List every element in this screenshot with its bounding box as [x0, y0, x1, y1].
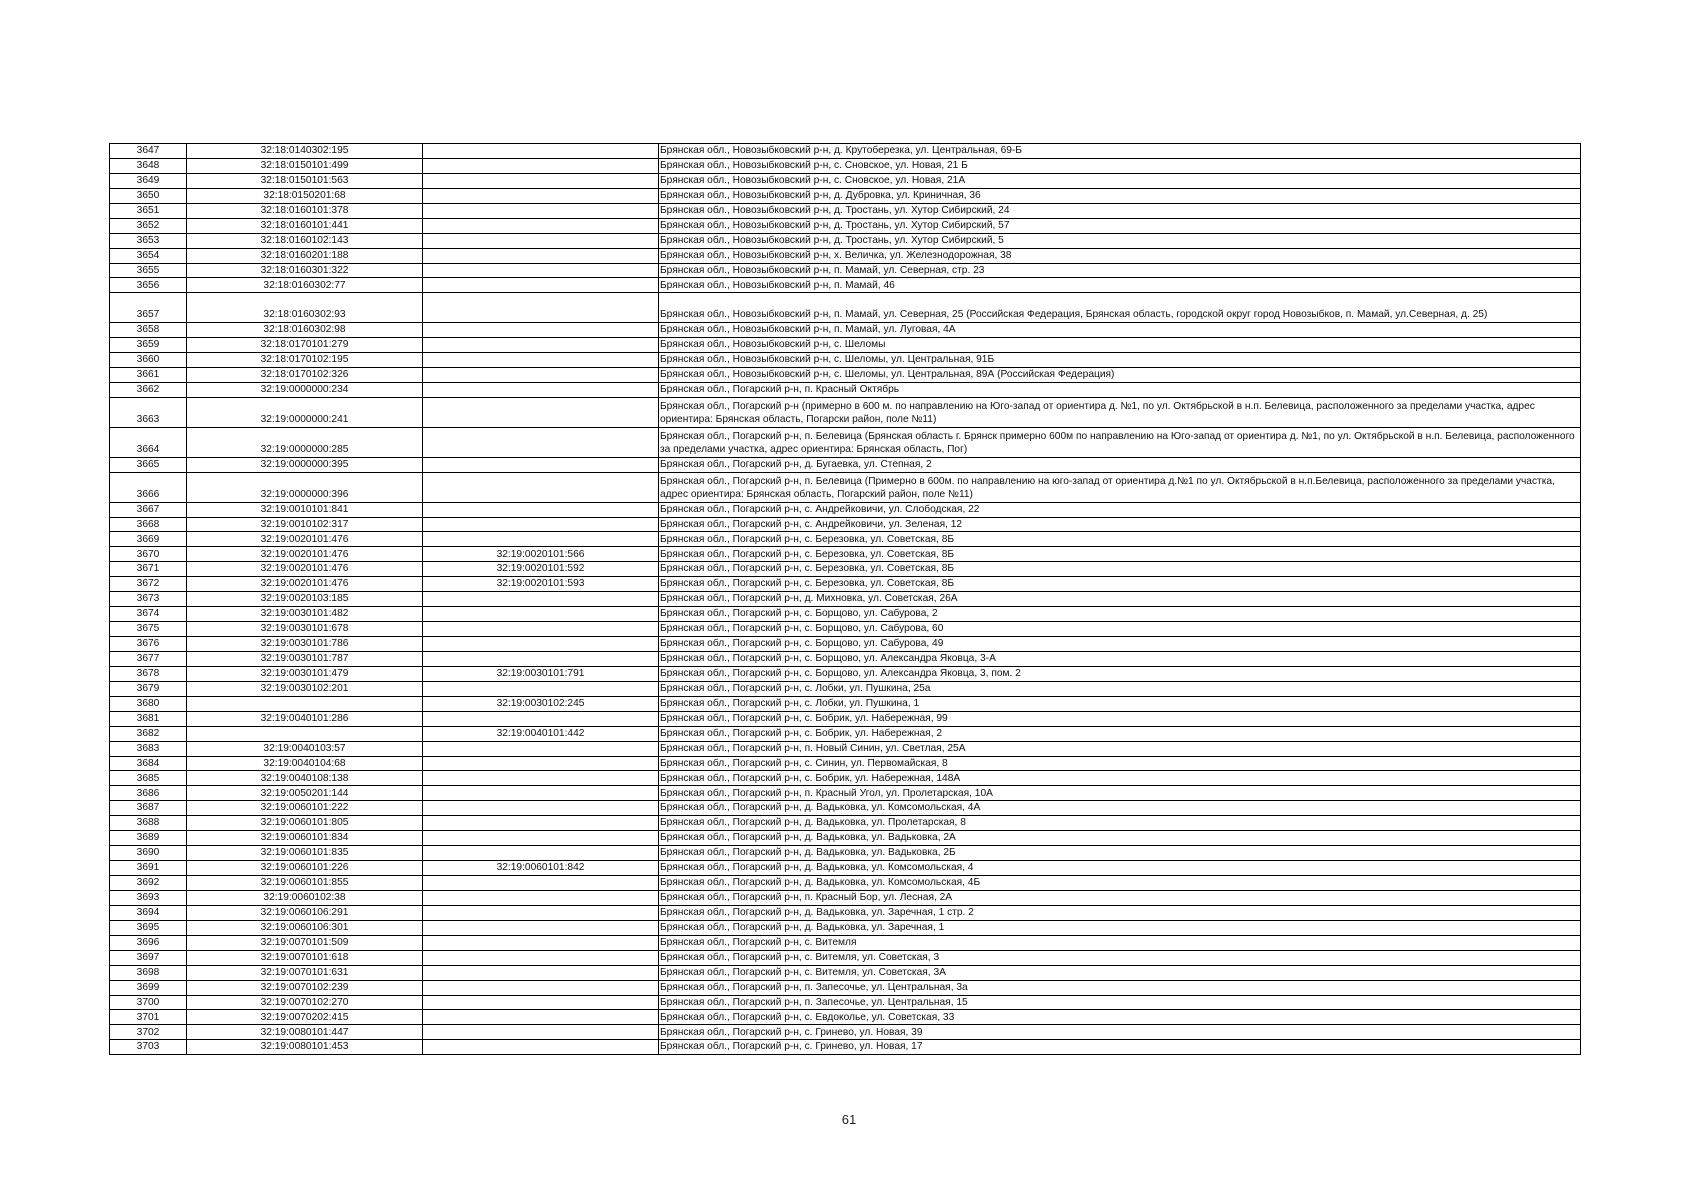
row-number-cell: 3650 [110, 188, 187, 203]
related-cadastral-number-cell [423, 517, 659, 532]
cadastral-number-cell: 32:18:0140302:195 [187, 144, 423, 159]
related-cadastral-number-cell [423, 1040, 659, 1055]
cadastral-number-cell [187, 726, 423, 741]
table-row [110, 711, 1581, 726]
table-row [110, 158, 1581, 173]
related-cadastral-number-cell [423, 592, 659, 607]
row-number-cell: 3664 [110, 427, 187, 457]
row-number-cell: 3661 [110, 368, 187, 383]
row-number-cell: 3676 [110, 637, 187, 652]
address-cell: Брянская обл., Погарский р-н, д. Вадьковка, ул. Заречная, 1 стр. 2 [659, 905, 1581, 920]
cadastral-number-cell: 32:19:0080101:453 [187, 1040, 423, 1055]
related-cadastral-number-cell [423, 756, 659, 771]
related-cadastral-number-cell [423, 502, 659, 517]
table-row [110, 756, 1581, 771]
row-number-cell: 3662 [110, 383, 187, 398]
address-cell: Брянская обл., Погарский р-н, д. Вадьковка, ул. Комсомольская, 4 [659, 861, 1581, 876]
row-number-cell: 3651 [110, 203, 187, 218]
related-cadastral-number-cell [423, 637, 659, 652]
table-row [110, 696, 1581, 711]
related-cadastral-number-cell [423, 293, 659, 323]
address-cell: Брянская обл., Новозыбковский р-н, с. Шеломы, ул. Центральная, 91Б [659, 353, 1581, 368]
address-cell: Брянская обл., Новозыбковский р-н, п. Мамай, ул. Луговая, 4А [659, 323, 1581, 338]
address-cell: Брянская обл., Погарский р-н, с. Борщово, ул. Александра Яковца, 3, пом. 2 [659, 666, 1581, 681]
table-row [110, 427, 1581, 457]
cadastral-number-cell: 32:19:0060101:222 [187, 801, 423, 816]
row-number-cell: 3659 [110, 338, 187, 353]
related-cadastral-number-cell [423, 263, 659, 278]
related-cadastral-number-cell [423, 173, 659, 188]
row-number-cell: 3652 [110, 218, 187, 233]
table-row [110, 173, 1581, 188]
address-cell: Брянская обл., Погарский р-н, с. Андрейковичи, ул. Зеленая, 12 [659, 517, 1581, 532]
table-body [110, 144, 1581, 1055]
row-number-cell: 3701 [110, 1010, 187, 1025]
related-cadastral-number-cell [423, 1010, 659, 1025]
related-cadastral-number-cell: 32:19:0060101:842 [423, 861, 659, 876]
table-row [110, 965, 1581, 980]
table-row [110, 368, 1581, 383]
related-cadastral-number-cell [423, 218, 659, 233]
row-number-cell: 3680 [110, 696, 187, 711]
cadastral-number-cell: 32:18:0160201:188 [187, 248, 423, 263]
related-cadastral-number-cell [423, 323, 659, 338]
row-number-cell: 3666 [110, 472, 187, 502]
table-row [110, 562, 1581, 577]
cadastral-number-cell: 32:18:0150201:68 [187, 188, 423, 203]
row-number-cell: 3692 [110, 876, 187, 891]
table-row [110, 905, 1581, 920]
row-number-cell: 3677 [110, 651, 187, 666]
related-cadastral-number-cell [423, 622, 659, 637]
table-row [110, 920, 1581, 935]
address-cell: Брянская обл., Новозыбковский р-н, п. Мамай, 46 [659, 278, 1581, 293]
table-row [110, 263, 1581, 278]
row-number-cell: 3656 [110, 278, 187, 293]
address-cell: Брянская обл., Погарский р-н, с. Витемля, ул. Советская, 3 [659, 950, 1581, 965]
address-cell: Брянская обл., Погарский р-н, с. Евдоколье, ул. Советская, 33 [659, 1010, 1581, 1025]
cadastral-number-cell: 32:19:0070102:239 [187, 980, 423, 995]
cadastral-number-cell: 32:18:0160101:441 [187, 218, 423, 233]
cadastral-number-cell: 32:19:0060101:835 [187, 846, 423, 861]
cadastral-number-cell: 32:19:0000000:241 [187, 397, 423, 427]
row-number-cell: 3699 [110, 980, 187, 995]
cadastral-number-cell: 32:19:0000000:285 [187, 427, 423, 457]
address-cell: Брянская обл., Погарский р-н, с. Лобки, ул. Пушкина, 25а [659, 681, 1581, 696]
address-cell: Брянская обл., Погарский р-н, д. Вадьковка, ул. Вадьковка, 2Б [659, 846, 1581, 861]
row-number-cell: 3654 [110, 248, 187, 263]
cadastral-number-cell: 32:19:0030101:482 [187, 607, 423, 622]
row-number-cell: 3696 [110, 935, 187, 950]
cadastral-number-cell: 32:19:0060106:291 [187, 905, 423, 920]
address-cell: Брянская обл., Новозыбковский р-н, х. Величка, ул. Железнодорожная, 38 [659, 248, 1581, 263]
address-cell: Брянская обл., Погарский р-н, п. Белевица (Примерно в 600м. по направлению на юго-запад от ориентира д.№1 по ул. Октябрьской в н.п.Белевица, расположенного за пределами участка, адрес ориентира: Брянская область, Погарский район, поле №11) [659, 472, 1581, 502]
related-cadastral-number-cell [423, 278, 659, 293]
related-cadastral-number-cell [423, 188, 659, 203]
cadastral-number-cell: 32:19:0060101:226 [187, 861, 423, 876]
row-number-cell: 3697 [110, 950, 187, 965]
row-number-cell: 3678 [110, 666, 187, 681]
table-row [110, 771, 1581, 786]
cadastral-number-cell: 32:19:0030101:787 [187, 651, 423, 666]
table-row [110, 397, 1581, 427]
address-cell: Брянская обл., Новозыбковский р-н, п. Мамай, ул. Северная, 25 (Российская Федерация, Брянская область, городской округ город Новозыбков, п. Мамай, ул.Северная, д. 25) [659, 293, 1581, 323]
row-number-cell: 3657 [110, 293, 187, 323]
related-cadastral-number-cell [423, 935, 659, 950]
cadastral-number-cell: 32:19:0020101:476 [187, 562, 423, 577]
related-cadastral-number-cell [423, 846, 659, 861]
row-number-cell: 3675 [110, 622, 187, 637]
address-cell: Брянская обл., Погарский р-н, с. Березовка, ул. Советская, 8Б [659, 562, 1581, 577]
related-cadastral-number-cell [423, 681, 659, 696]
address-cell: Брянская обл., Погарский р-н, с. Березовка, ул. Советская, 8Б [659, 532, 1581, 547]
address-cell: Брянская обл., Погарский р-н, п. Запесочье, ул. Центральная, 15 [659, 995, 1581, 1010]
address-cell: Брянская обл., Погарский р-н (примерно в 600 м. по направлению на Юго-запад от ориентира д. №1, по ул. Октябрьской в н.п. Белевица, расположенного за пределами участка, адрес ориентира: Брянская область, Погарски район, поле №11) [659, 397, 1581, 427]
cadastral-number-cell: 32:19:0020101:476 [187, 532, 423, 547]
cadastral-number-cell: 32:19:0040104:68 [187, 756, 423, 771]
table-row [110, 532, 1581, 547]
address-cell: Брянская обл., Погарский р-н, с. Борщово, ул. Сабурова, 2 [659, 607, 1581, 622]
row-number-cell: 3683 [110, 741, 187, 756]
address-cell: Брянская обл., Погарский р-н, п. Белевица (Брянская область г. Брянск примерно 600м по направлению на Юго-запад от ориентира д. №1, по ул. Октябрьской в н.п. Белевица, расположенного за пределами участка, адрес ориентира: Брянская область, Пог) [659, 427, 1581, 457]
related-cadastral-number-cell: 32:19:0030101:791 [423, 666, 659, 681]
address-cell: Брянская обл., Погарский р-н, п. Красный Октябрь [659, 383, 1581, 398]
table-row [110, 383, 1581, 398]
cadastral-number-cell: 32:18:0150101:563 [187, 173, 423, 188]
table-row [110, 831, 1581, 846]
table-row [110, 248, 1581, 263]
address-cell: Брянская обл., Новозыбковский р-н, д. Тростань, ул. Хутор Сибирский, 57 [659, 218, 1581, 233]
table-row [110, 577, 1581, 592]
table-row [110, 816, 1581, 831]
table-row [110, 622, 1581, 637]
cadastral-number-cell: 32:19:0000000:395 [187, 457, 423, 472]
cadastral-number-cell: 32:19:0060101:855 [187, 876, 423, 891]
table-row [110, 1040, 1581, 1055]
address-cell: Брянская обл., Погарский р-н, с. Витемля [659, 935, 1581, 950]
address-cell: Брянская обл., Новозыбковский р-н, с. Сновское, ул. Новая, 21 Б [659, 158, 1581, 173]
cadastral-number-cell: 32:19:0060102:38 [187, 890, 423, 905]
related-cadastral-number-cell [423, 920, 659, 935]
address-cell: Брянская обл., Погарский р-н, с. Борщово, ул. Сабурова, 49 [659, 637, 1581, 652]
related-cadastral-number-cell [423, 158, 659, 173]
related-cadastral-number-cell [423, 965, 659, 980]
address-cell: Брянская обл., Погарский р-н, с. Витемля, ул. Советская, 3А [659, 965, 1581, 980]
address-cell: Брянская обл., Погарский р-н, с. Синин, ул. Первомайская, 8 [659, 756, 1581, 771]
address-cell: Брянская обл., Погарский р-н, с. Андрейковичи, ул. Слободская, 22 [659, 502, 1581, 517]
address-cell: Брянская обл., Погарский р-н, д. Вадьковка, ул. Комсомольская, 4А [659, 801, 1581, 816]
cadastral-number-cell: 32:18:0170102:326 [187, 368, 423, 383]
related-cadastral-number-cell: 32:19:0020101:592 [423, 562, 659, 577]
table-row [110, 233, 1581, 248]
table-row [110, 637, 1581, 652]
related-cadastral-number-cell [423, 801, 659, 816]
row-number-cell: 3670 [110, 547, 187, 562]
address-cell: Брянская обл., Погарский р-н, с. Лобки, ул. Пушкина, 1 [659, 696, 1581, 711]
related-cadastral-number-cell: 32:19:0020101:566 [423, 547, 659, 562]
row-number-cell: 3690 [110, 846, 187, 861]
row-number-cell: 3669 [110, 532, 187, 547]
address-cell: Брянская обл., Погарский р-н, п. Красный Угол, ул. Пролетарская, 10А [659, 786, 1581, 801]
address-cell: Брянская обл., Погарский р-н, с. Березовка, ул. Советская, 8Б [659, 547, 1581, 562]
row-number-cell: 3693 [110, 890, 187, 905]
cadastral-number-cell: 32:19:0030102:201 [187, 681, 423, 696]
related-cadastral-number-cell [423, 831, 659, 846]
address-cell: Брянская обл., Новозыбковский р-н, д. Тростань, ул. Хутор Сибирский, 24 [659, 203, 1581, 218]
address-cell: Брянская обл., Новозыбковский р-н, д. Тростань, ул. Хутор Сибирский, 5 [659, 233, 1581, 248]
row-number-cell: 3687 [110, 801, 187, 816]
address-cell: Брянская обл., Погарский р-н, п. Красный Бор, ул. Лесная, 2А [659, 890, 1581, 905]
page-number: 61 [841, 1112, 857, 1127]
cadastral-number-cell: 32:18:0170101:279 [187, 338, 423, 353]
related-cadastral-number-cell: 32:19:0020101:593 [423, 577, 659, 592]
cadastral-number-cell: 32:19:0040101:286 [187, 711, 423, 726]
address-cell: Брянская обл., Новозыбковский р-н, с. Сновское, ул. Новая, 21А [659, 173, 1581, 188]
address-cell: Брянская обл., Новозыбковский р-н, с. Шеломы [659, 338, 1581, 353]
row-number-cell: 3703 [110, 1040, 187, 1055]
address-cell: Брянская обл., Погарский р-н, д. Вадьковка, ул. Пролетарская, 8 [659, 816, 1581, 831]
table-row [110, 607, 1581, 622]
cadastral-number-cell: 32:18:0160301:322 [187, 263, 423, 278]
row-number-cell: 3691 [110, 861, 187, 876]
address-cell: Брянская обл., Погарский р-н, с. Гринево, ул. Новая, 39 [659, 1025, 1581, 1040]
table-row [110, 278, 1581, 293]
row-number-cell: 3653 [110, 233, 187, 248]
address-cell: Брянская обл., Погарский р-н, с. Бобрик, ул. Набережная, 99 [659, 711, 1581, 726]
table-row [110, 801, 1581, 816]
table-row [110, 457, 1581, 472]
related-cadastral-number-cell [423, 651, 659, 666]
related-cadastral-number-cell [423, 816, 659, 831]
address-cell: Брянская обл., Погарский р-н, д. Вадьковка, ул. Заречная, 1 [659, 920, 1581, 935]
cadastral-number-cell: 32:19:0070101:618 [187, 950, 423, 965]
related-cadastral-number-cell: 32:19:0030102:245 [423, 696, 659, 711]
related-cadastral-number-cell [423, 741, 659, 756]
cadastral-number-cell: 32:18:0170102:195 [187, 353, 423, 368]
address-cell: Брянская обл., Погарский р-н, п. Запесочье, ул. Центральная, 3а [659, 980, 1581, 995]
row-number-cell: 3673 [110, 592, 187, 607]
cadastral-number-cell: 32:19:0020103:185 [187, 592, 423, 607]
cadastral-number-cell: 32:19:0050201:144 [187, 786, 423, 801]
cadastral-number-cell: 32:19:0060101:834 [187, 831, 423, 846]
table-row [110, 218, 1581, 233]
address-cell: Брянская обл., Погарский р-н, с. Борщово, ул. Сабурова, 60 [659, 622, 1581, 637]
address-cell: Брянская обл., Погарский р-н, с. Борщово, ул. Александра Яковца, 3-А [659, 651, 1581, 666]
related-cadastral-number-cell [423, 383, 659, 398]
related-cadastral-number-cell [423, 248, 659, 263]
cadastral-number-cell: 32:18:0160101:378 [187, 203, 423, 218]
table-row [110, 846, 1581, 861]
address-cell: Брянская обл., Новозыбковский р-н, с. Шеломы, ул. Центральная, 89А (Российская Федерация) [659, 368, 1581, 383]
table-row [110, 1010, 1581, 1025]
row-number-cell: 3689 [110, 831, 187, 846]
address-cell: Брянская обл., Погарский р-н, д. Вадьковка, ул. Вадьковка, 2А [659, 831, 1581, 846]
cadastral-number-cell: 32:19:0040108:138 [187, 771, 423, 786]
table-row [110, 890, 1581, 905]
row-number-cell: 3668 [110, 517, 187, 532]
table-row [110, 517, 1581, 532]
related-cadastral-number-cell [423, 368, 659, 383]
cadastral-number-cell: 32:18:0160302:77 [187, 278, 423, 293]
table-row [110, 876, 1581, 891]
related-cadastral-number-cell [423, 457, 659, 472]
table-row [110, 144, 1581, 159]
address-cell: Брянская обл., Новозыбковский р-н, п. Мамай, ул. Северная, стр. 23 [659, 263, 1581, 278]
table-row [110, 980, 1581, 995]
row-number-cell: 3702 [110, 1025, 187, 1040]
table-row [110, 666, 1581, 681]
table-row [110, 502, 1581, 517]
table-row [110, 995, 1581, 1010]
row-number-cell: 3695 [110, 920, 187, 935]
table-row [110, 741, 1581, 756]
related-cadastral-number-cell [423, 786, 659, 801]
table-row [110, 786, 1581, 801]
cadastral-number-cell: 32:19:0010102:317 [187, 517, 423, 532]
related-cadastral-number-cell [423, 980, 659, 995]
cadastral-number-cell: 32:18:0160302:93 [187, 293, 423, 323]
table-row [110, 1025, 1581, 1040]
cadastral-number-cell: 32:19:0030101:786 [187, 637, 423, 652]
related-cadastral-number-cell [423, 711, 659, 726]
related-cadastral-number-cell [423, 950, 659, 965]
cadastral-number-cell: 32:19:0000000:396 [187, 472, 423, 502]
related-cadastral-number-cell [423, 472, 659, 502]
table-row [110, 681, 1581, 696]
row-number-cell: 3667 [110, 502, 187, 517]
row-number-cell: 3698 [110, 965, 187, 980]
cadastral-number-cell: 32:18:0150101:499 [187, 158, 423, 173]
cadastral-number-cell: 32:19:0040103:57 [187, 741, 423, 756]
table-row [110, 950, 1581, 965]
cadastral-number-cell: 32:19:0010101:841 [187, 502, 423, 517]
address-cell: Брянская обл., Новозыбковский р-н, д. Крутоберезка, ул. Центральная, 69-Б [659, 144, 1581, 159]
address-cell: Брянская обл., Погарский р-н, п. Новый Синин, ул. Светлая, 25А [659, 741, 1581, 756]
address-cell: Брянская обл., Погарский р-н, д. Михновка, ул. Советская, 26А [659, 592, 1581, 607]
related-cadastral-number-cell [423, 338, 659, 353]
row-number-cell: 3671 [110, 562, 187, 577]
cadastral-number-cell [187, 696, 423, 711]
related-cadastral-number-cell [423, 233, 659, 248]
related-cadastral-number-cell [423, 532, 659, 547]
table-row [110, 323, 1581, 338]
cadastral-number-cell: 32:19:0070102:270 [187, 995, 423, 1010]
table-row [110, 592, 1581, 607]
row-number-cell: 3658 [110, 323, 187, 338]
address-cell: Брянская обл., Погарский р-н, д. Бугаевка, ул. Степная, 2 [659, 457, 1581, 472]
related-cadastral-number-cell [423, 890, 659, 905]
table-row [110, 472, 1581, 502]
address-cell: Брянская обл., Погарский р-н, д. Вадьковка, ул. Комсомольская, 4Б [659, 876, 1581, 891]
cadastral-number-cell: 32:19:0000000:234 [187, 383, 423, 398]
row-number-cell: 3672 [110, 577, 187, 592]
related-cadastral-number-cell: 32:19:0040101:442 [423, 726, 659, 741]
row-number-cell: 3700 [110, 995, 187, 1010]
address-cell: Брянская обл., Погарский р-н, с. Бобрик, ул. Набережная, 2 [659, 726, 1581, 741]
cadastral-number-cell: 32:19:0020101:476 [187, 577, 423, 592]
row-number-cell: 3665 [110, 457, 187, 472]
address-cell: Брянская обл., Погарский р-н, с. Бобрик, ул. Набережная, 148А [659, 771, 1581, 786]
property-register-table [109, 143, 1581, 1055]
table-row [110, 338, 1581, 353]
row-number-cell: 3674 [110, 607, 187, 622]
cadastral-number-cell: 32:19:0070101:509 [187, 935, 423, 950]
row-number-cell: 3682 [110, 726, 187, 741]
related-cadastral-number-cell [423, 905, 659, 920]
cadastral-number-cell: 32:19:0080101:447 [187, 1025, 423, 1040]
row-number-cell: 3681 [110, 711, 187, 726]
cadastral-number-cell: 32:18:0160302:98 [187, 323, 423, 338]
table-row [110, 651, 1581, 666]
cadastral-number-cell: 32:19:0020101:476 [187, 547, 423, 562]
table-row [110, 935, 1581, 950]
table-row [110, 726, 1581, 741]
row-number-cell: 3694 [110, 905, 187, 920]
row-number-cell: 3655 [110, 263, 187, 278]
cadastral-number-cell: 32:18:0160102:143 [187, 233, 423, 248]
cadastral-number-cell: 32:19:0030101:678 [187, 622, 423, 637]
cadastral-number-cell: 32:19:0060101:805 [187, 816, 423, 831]
related-cadastral-number-cell [423, 876, 659, 891]
row-number-cell: 3649 [110, 173, 187, 188]
cadastral-number-cell: 32:19:0070101:631 [187, 965, 423, 980]
address-cell: Брянская обл., Новозыбковский р-н, д. Дубровка, ул. Криничная, 36 [659, 188, 1581, 203]
row-number-cell: 3686 [110, 786, 187, 801]
cadastral-number-cell: 32:19:0060106:301 [187, 920, 423, 935]
related-cadastral-number-cell [423, 427, 659, 457]
address-cell: Брянская обл., Погарский р-н, с. Гринево, ул. Новая, 17 [659, 1040, 1581, 1055]
table-row [110, 293, 1581, 323]
related-cadastral-number-cell [423, 771, 659, 786]
row-number-cell: 3663 [110, 397, 187, 427]
related-cadastral-number-cell [423, 144, 659, 159]
related-cadastral-number-cell [423, 995, 659, 1010]
related-cadastral-number-cell [423, 607, 659, 622]
related-cadastral-number-cell [423, 353, 659, 368]
related-cadastral-number-cell [423, 1025, 659, 1040]
table-row [110, 203, 1581, 218]
row-number-cell: 3660 [110, 353, 187, 368]
cadastral-number-cell: 32:19:0070202:415 [187, 1010, 423, 1025]
table-row [110, 547, 1581, 562]
table-row [110, 188, 1581, 203]
row-number-cell: 3647 [110, 144, 187, 159]
row-number-cell: 3684 [110, 756, 187, 771]
address-cell: Брянская обл., Погарский р-н, с. Березовка, ул. Советская, 8Б [659, 577, 1581, 592]
row-number-cell: 3648 [110, 158, 187, 173]
table-row [110, 861, 1581, 876]
row-number-cell: 3679 [110, 681, 187, 696]
related-cadastral-number-cell [423, 397, 659, 427]
row-number-cell: 3685 [110, 771, 187, 786]
table-row [110, 353, 1581, 368]
row-number-cell: 3688 [110, 816, 187, 831]
cadastral-number-cell: 32:19:0030101:479 [187, 666, 423, 681]
related-cadastral-number-cell [423, 203, 659, 218]
